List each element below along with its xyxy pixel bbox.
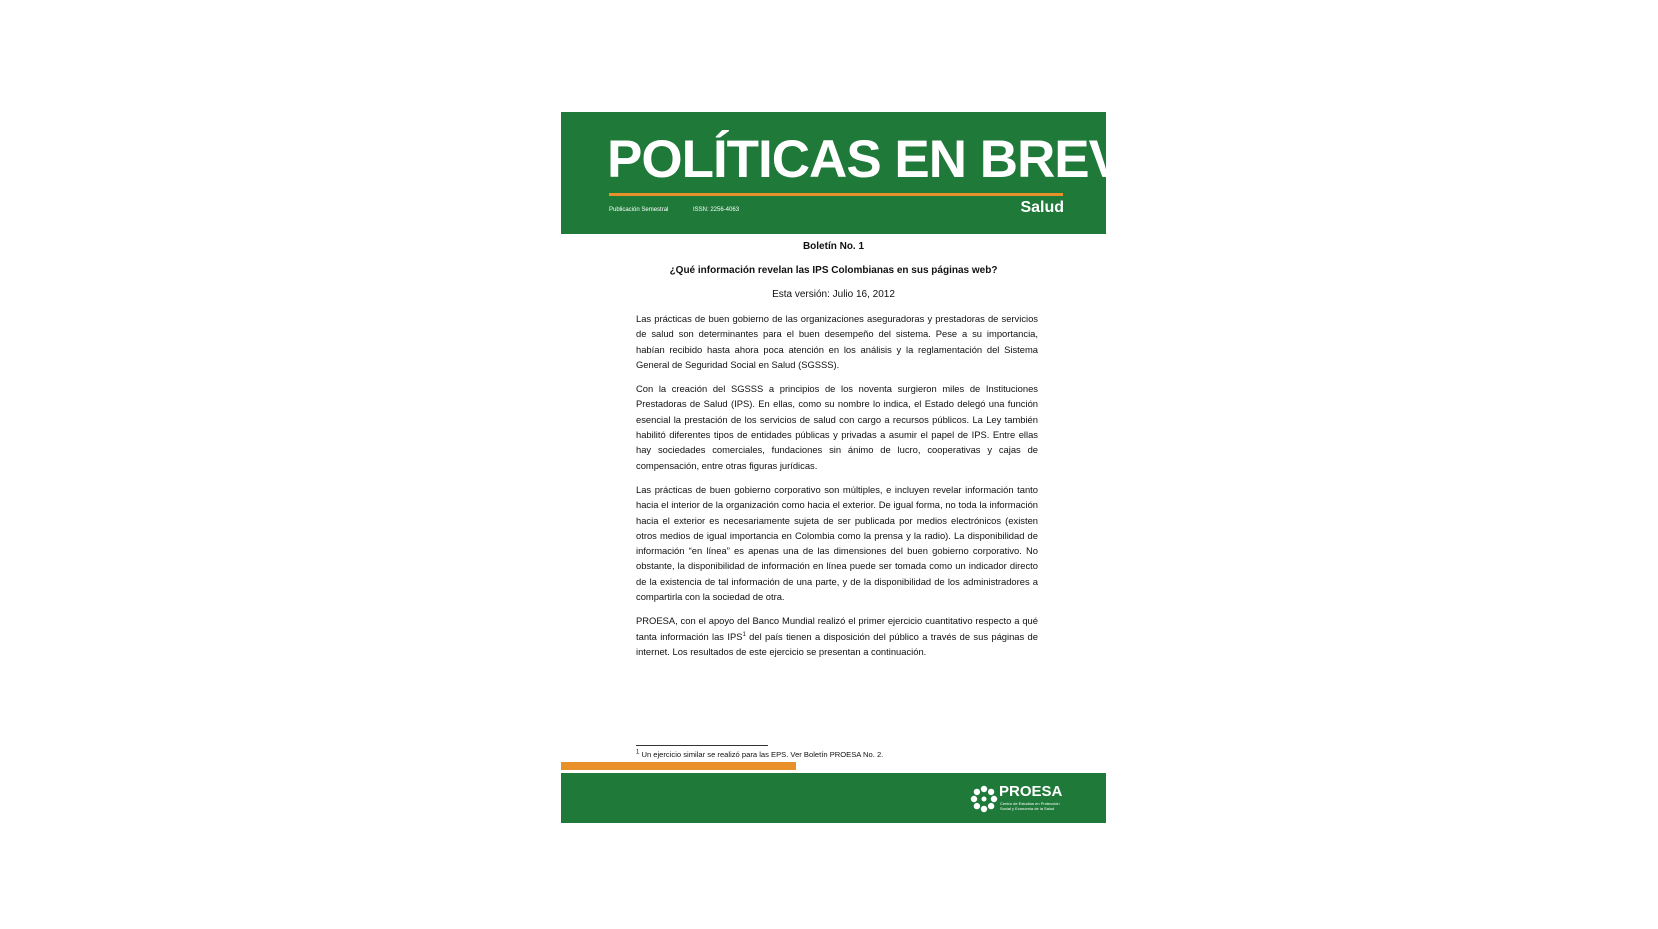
footer-banner [561,773,1106,823]
bulletin-number: Boletín No. 1 [802,241,865,252]
issn: ISSN: 2256-4063 [693,207,740,213]
subject-label: Salud [1020,199,1064,216]
footnote-marker: 1 [636,749,640,756]
logo-name: PROESA [999,783,1063,800]
header-orange-rule [609,193,1063,196]
bulletin-title: ¿Qué información revelan las IPS Colombianas en sus páginas web? [669,265,998,276]
paragraph-text: PROESA, con el apoyo del Banco Mundial realizó el primer ejercicio cuantitativo respecto a qué tanta información las IPS [636,615,1038,642]
header-banner [561,112,1158,234]
document-content [561,234,1106,704]
footnote-text: Un ejercicio similar se realizó para las EPS. Ver Boletín PROESA No. 2. [639,750,884,759]
proesa-logo [969,782,1069,816]
body-text [636,311,1038,668]
footer-orange-band [561,762,796,770]
paragraph: Con la creación del SGSSS a principios de los noventa surgieron miles de Instituciones Prestadoras de Salud (IPS). En ellas, como su nombre lo indica, el Estado delegó una función esencial la prestación de los servicios de salud con cargo a recursos públicos. La Ley también habilitó diferentes tipos de entidades públicas y privadas a asumir el papel de IPS. Entre ellas hay sociedades comerciales, fundaciones sin ánimo de lucro, cooperativas y cajas de compensación, entre otras figuras jurídicas. [636,383,1038,471]
masthead-title: POLÍTICAS EN BREVE [607,130,1158,189]
footnote [636,750,1036,760]
paragraph [636,613,1038,659]
paragraph-text: del país tienen a disposición del público a través de sus páginas de internet. Los resultados de este ejercicio se presentan a continuación. [636,630,1038,657]
version-date: Esta versión: Julio 16, 2012 [772,289,895,300]
footnote-reference: 1 [742,631,746,638]
logo-tagline: Centro de Estudios en Protección Social y Economía de la Salud [1000,801,1060,811]
footnote-divider [636,745,768,746]
publication-type: Publicación Semestral [609,207,669,213]
paragraph: Las prácticas de buen gobierno de las organizaciones aseguradoras y prestadoras de servicios de salud son determinantes para el buen desempeño del sistema. Pese a su importancia, habían recibido hasta ahora poca atención en los análisis y la reglamentación del Sistema General de Seguridad Social en Salud (SGSSS). [636,313,1038,370]
document-page [561,112,1158,823]
proesa-flower-logo-icon [969,784,999,814]
paragraph: Las prácticas de buen gobierno corporativo son múltiples, e incluyen revelar información tanto hacia el interior de la organización como hacia el exterior. De igual forma, no toda la información hacia el exterior es necesariamente sujeta de ser publicada por medios electrónicos (existen otros medios de igual importancia en Colombia como la prensa y la radio). La disponibilidad de información “en línea” es apenas una de las dimensiones del buen gobierno corporativo. No obstante, la disponibilidad de información en línea puede ser tomada como un indicador directo de la existencia de tal información de una parte, y de la disponibilidad de los administradores a compartirla con la sociedad de otra. [636,483,1038,603]
